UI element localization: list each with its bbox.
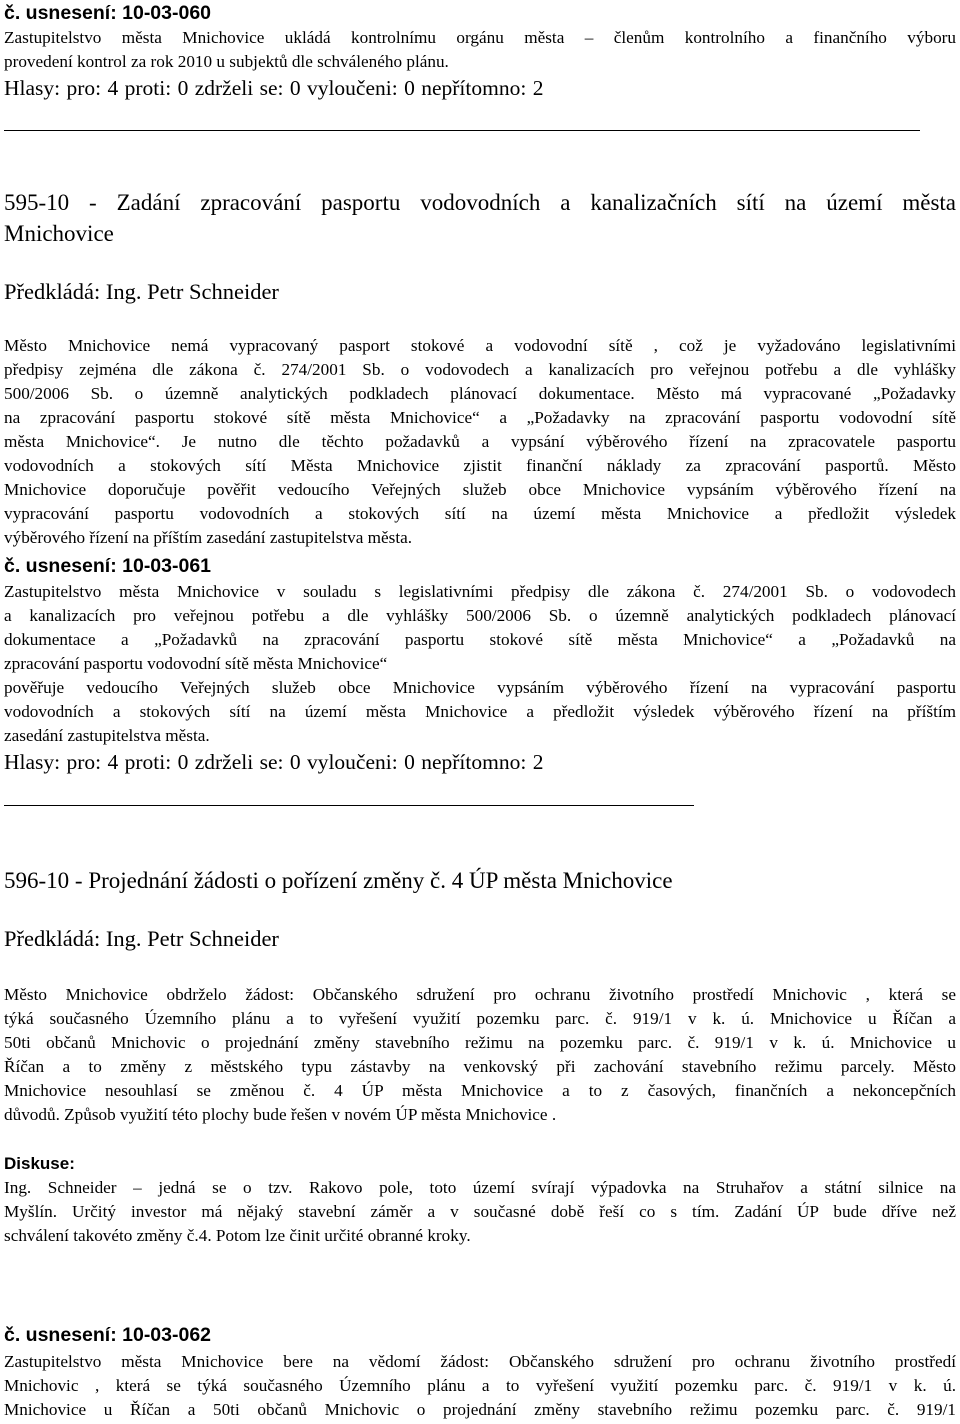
body-text-line: Město Mnichovice nemá vypracovaný pasport stokové a vodovodní sítě , což je vyžadováno legislativními — [4, 336, 956, 355]
body-text-line: týká současného Územního plánu a to vyřešení využití pozemku parc. č. 919/1 v k. ú. Mnichovice u Říčan a — [4, 1009, 956, 1028]
body-text-line: 50ti občanů Mnichovic o projednání změny stavebního režimu na pozemku parc. č. 919/1 v k. ú. Mnichovice u — [4, 1033, 956, 1052]
resolution-text-line: a kanalizacích pro veřejnou potřebu a dle vyhlášky 500/2006 Sb. o územně analytických podkladech plánovací — [4, 606, 956, 625]
separator-line — [4, 805, 694, 806]
section-heading: Mnichovice — [4, 221, 114, 246]
body-text-line: Mnichovice nesouhlasí se změnou č. 4 ÚP města Mnichovice a to z časových, finančních a nekoncepčních — [4, 1081, 956, 1100]
body-text-line: důvodů. Způsob využití této plochy bude řešen v novém ÚP města Mnichovice . — [4, 1105, 557, 1124]
body-text-line: na zpracování pasportu stokové sítě města Mnichovice“ a „Požadavky na zpracování pasportu vodovodní sítě — [4, 408, 956, 427]
body-text-line: předpisy zejména dle zákona č. 274/2001 Sb. o vodovodech a kanalizacích pro veřejnou potřebu a dle vyhlášky — [4, 360, 956, 379]
presenter-line: Předkládá: Ing. Petr Schneider — [4, 279, 279, 304]
discussion-text-line: Myšlín. Určitý investor má nějaký stavební záměr a v současné době řeší co s tím. Zadání ÚP bude dříve než — [4, 1202, 956, 1221]
resolution-text-line: Mnichovic , která se týká současného Územního plánu a to vyřešení využití pozemku parc. č. 919/1 v k. ú. — [4, 1376, 956, 1395]
resolution-text-line: zasedání zastupitelstva města. — [4, 726, 210, 745]
discussion-label: Diskuse: — [4, 1154, 75, 1173]
body-text-line: Město Mnichovice obdrželo žádost: Občanského sdružení pro ochranu životního prostředí Mnichovic , která se — [4, 985, 956, 1004]
votes-line: Hlasy: pro: 4 proti: 0 zdrželi se: 0 vyloučeni: 0 nepřítomno: 2 — [4, 750, 544, 774]
resolution-text-line: Zastupitelstvo města Mnichovice bere na vědomí žádost: Občanského sdružení pro ochranu životního prostředí — [4, 1352, 956, 1371]
resolution-text-line: dokumentace a „Požadavků na zpracování pasportu stokové sítě města Mnichovice“ a „Požadavků na — [4, 630, 956, 649]
section-heading: 595-10 - Zadání zpracování pasportu vodovodních a kanalizačních sítí na území města — [4, 190, 956, 215]
body-text-line: vodovodních a stokových sítí Města Mnichovice zjistit finanční náklady za zpracování pasportů. Město — [4, 456, 956, 475]
body-text-line: 500/2006 Sb. o územně analytických podkladech plánovací dokumentace. Město má vypracované „Požadavky — [4, 384, 956, 403]
resolution-text-line: vodovodních a stokových sítí na území města Mnichovice a předložit výsledek výběrového řízení na příštím — [4, 702, 956, 721]
discussion-text-line: Ing. Schneider – jedná se o tzv. Rakovo pole, toto území svírají výpadovka na Struhařov a státní silnice na — [4, 1178, 956, 1197]
body-text-line: města Mnichovice“. Je nutno dle těchto požadavků a vypsání výběrového řízení na zpracovatele pasportu — [4, 432, 956, 451]
separator-line — [4, 130, 920, 131]
body-text-line: Mnichovice doporučuje pověřit vedoucího Veřejných služeb obce Mnichovice vypsáním výběrového řízení na — [4, 480, 956, 499]
resolution-text-line: Mnichovice u Říčan a 50ti občanů Mnichovic o projednání změny stavebního režimu pozemku parc. č. 919/1 — [4, 1400, 956, 1419]
resolution-number: č. usnesení: 10-03-062 — [4, 1324, 212, 1346]
resolution-text-line: zpracování pasportu vodovodní sítě města Mnichovice“ — [4, 654, 388, 673]
body-text-line: vypracování pasportu vodovodních a stokových sítí na území města Mnichovice a předložit výsledek — [4, 504, 956, 523]
resolution-text-line: pověřuje vedoucího Veřejných služeb obce Mnichovice vypsáním výběrového řízení na vypracování pasportu — [4, 678, 956, 697]
body-text-line: Říčan a to změny z městského typu zástavby na venkovský při zachování stavebního režimu parcely. Město — [4, 1057, 956, 1076]
resolution-text-line: Zastupitelstvo města Mnichovice v souladu s legislativními předpisy dle zákona č. 274/2001 Sb. o vodovodech — [4, 582, 956, 601]
section-heading: 596-10 - Projednání žádosti o pořízení změny č. 4 ÚP města Mnichovice — [4, 868, 673, 893]
resolution-number: č. usnesení: 10-03-061 — [4, 555, 212, 577]
resolution-text-line: Zastupitelstvo města Mnichovice ukládá kontrolnímu orgánu města – členům kontrolního a finančního výboru — [4, 28, 956, 47]
resolution-number: č. usnesení: 10-03-060 — [4, 2, 212, 24]
resolution-text-line: provedení kontrol za rok 2010 u subjektů dle schváleného plánu. — [4, 52, 449, 71]
votes-line: Hlasy: pro: 4 proti: 0 zdrželi se: 0 vyloučeni: 0 nepřítomno: 2 — [4, 76, 544, 100]
presenter-line: Předkládá: Ing. Petr Schneider — [4, 926, 279, 951]
discussion-text-line: schválení takovéto změny č.4. Potom lze činit určité obranné kroky. — [4, 1226, 471, 1245]
body-text-line: výběrového řízení na příštím zasedání zastupitelstva města. — [4, 528, 413, 547]
